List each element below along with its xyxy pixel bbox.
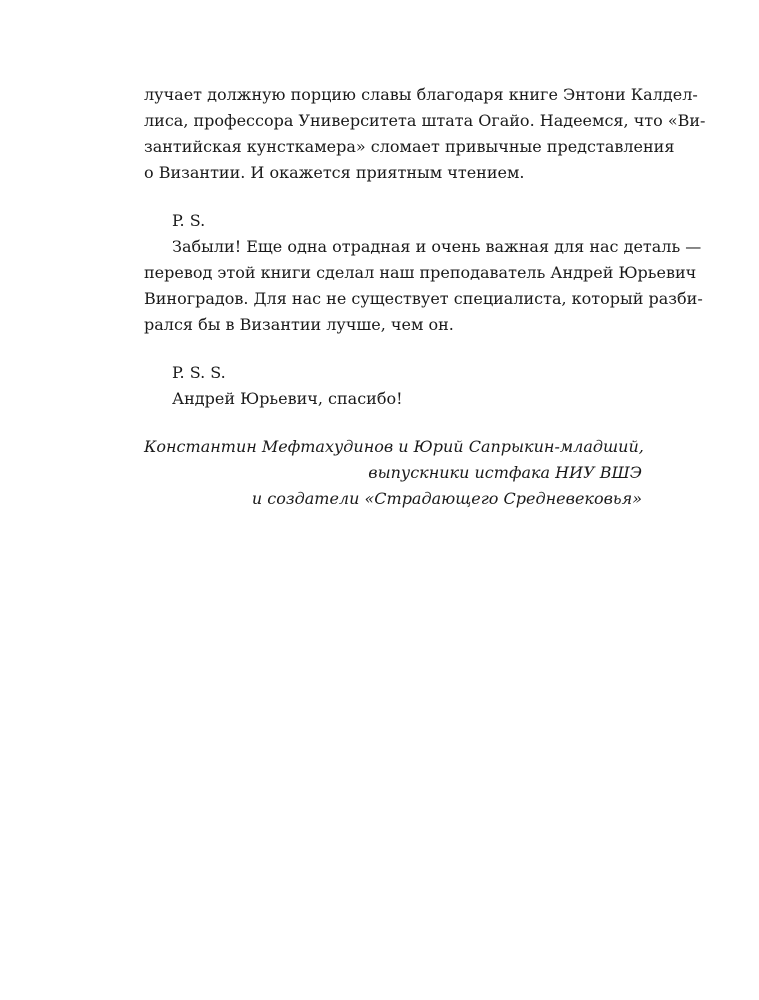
pss-text: Андрей Юрьевич, спасибо! <box>172 389 403 408</box>
text-line: зантийская кунсткамера» сломает привычные представления <box>144 137 675 156</box>
pss-heading: P. S. S. <box>172 363 226 382</box>
page-body <box>144 82 706 512</box>
paragraph-intro <box>144 82 706 186</box>
paragraph-spacer <box>144 412 642 434</box>
ps-heading: P. S. <box>172 211 206 230</box>
text-line: лиса, профессора Университета штата Огайо. Надеемся, что «Ви- <box>144 111 706 130</box>
text-line: о Византии. И окажется приятным чтением. <box>144 163 525 182</box>
post-postscript-section <box>144 360 642 412</box>
text-line: рался бы в Византии лучше, чем он. <box>144 315 454 334</box>
signature-affiliation: выпускники истфака НИУ ВШЭ <box>368 463 642 482</box>
postscript-section <box>144 208 703 338</box>
signature-block <box>144 434 642 512</box>
paragraph-spacer <box>144 338 642 360</box>
signature-authors: Константин Мефтахудинов и Юрий Сапрыкин-младший, <box>144 437 644 456</box>
text-line: Забыли! Еще одна отрадная и очень важная для нас деталь — <box>172 237 702 256</box>
text-line: перевод этой книги сделал наш преподаватель Андрей Юрьевич <box>144 263 697 282</box>
signature-project: и создатели «Страдающего Средневековья» <box>251 489 642 508</box>
paragraph-spacer <box>144 186 642 208</box>
text-line: лучает должную порцию славы благодаря книге Энтони Калдел- <box>144 85 698 104</box>
text-line: Виноградов. Для нас не существует специалиста, который разби- <box>144 289 703 308</box>
